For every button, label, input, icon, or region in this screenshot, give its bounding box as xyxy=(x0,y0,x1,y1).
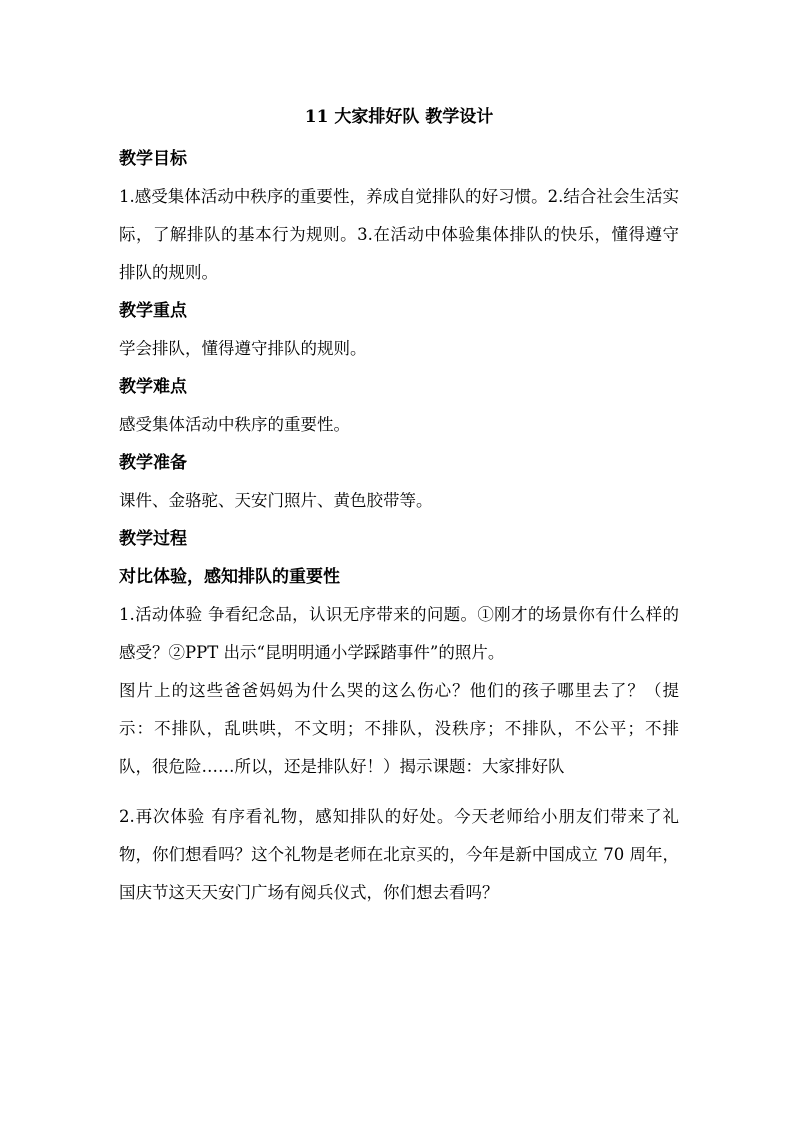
preparation-heading: 教学准备 xyxy=(119,453,187,473)
document-page xyxy=(119,100,679,912)
process-subheading: 对比体验，感知排队的重要性 xyxy=(119,567,340,587)
key-points-text: 学会排队，懂得遵守排队的规则。 xyxy=(119,339,367,358)
process-paragraph-3: 2.再次体验 有序看礼物，感知排队的好处。今天老师给小朋友们带来了礼物，你们想看吗？这个礼物是老师在北京买的，今年是新中国成立 70 周年，国庆节这天天安门广场有阅兵仪式，你们想去看吗？ xyxy=(119,807,679,902)
paragraph-gap xyxy=(119,786,679,798)
difficult-points-text: 感受集体活动中秩序的重要性。 xyxy=(119,415,350,434)
goals-text: 1.感受集体活动中秩序的重要性，养成自觉排队的好习惯。2.结合社会生活实际，了解排队的基本行为规则。3.在活动中体验集体排队的快乐，懂得遵守排队的规则。 xyxy=(119,187,679,282)
goals-heading: 教学目标 xyxy=(119,149,187,169)
process-paragraph-1: 1.活动体验 争看纪念品，认识无序带来的问题。①刚才的场景你有什么样的感受？②PPT 出示“昆明明通小学踩踏事件”的照片。 xyxy=(119,605,679,662)
process-heading: 教学过程 xyxy=(119,529,187,549)
process-paragraph-2: 图片上的这些爸爸妈妈为什么哭的这么伤心？他们的孩子哪里去了？（提示：不排队，乱哄哄，不文明；不排队，没秩序；不排队，不公平；不排队，很危险……所以，还是排队好！）揭示课题：大家排好队 xyxy=(119,681,679,776)
preparation-text: 课件、金骆驼、天安门照片、黄色胶带等。 xyxy=(119,491,433,510)
difficult-points-heading: 教学难点 xyxy=(119,377,187,397)
document-title: 11 大家排好队 教学设计 xyxy=(304,107,494,127)
key-points-heading: 教学重点 xyxy=(119,301,187,321)
